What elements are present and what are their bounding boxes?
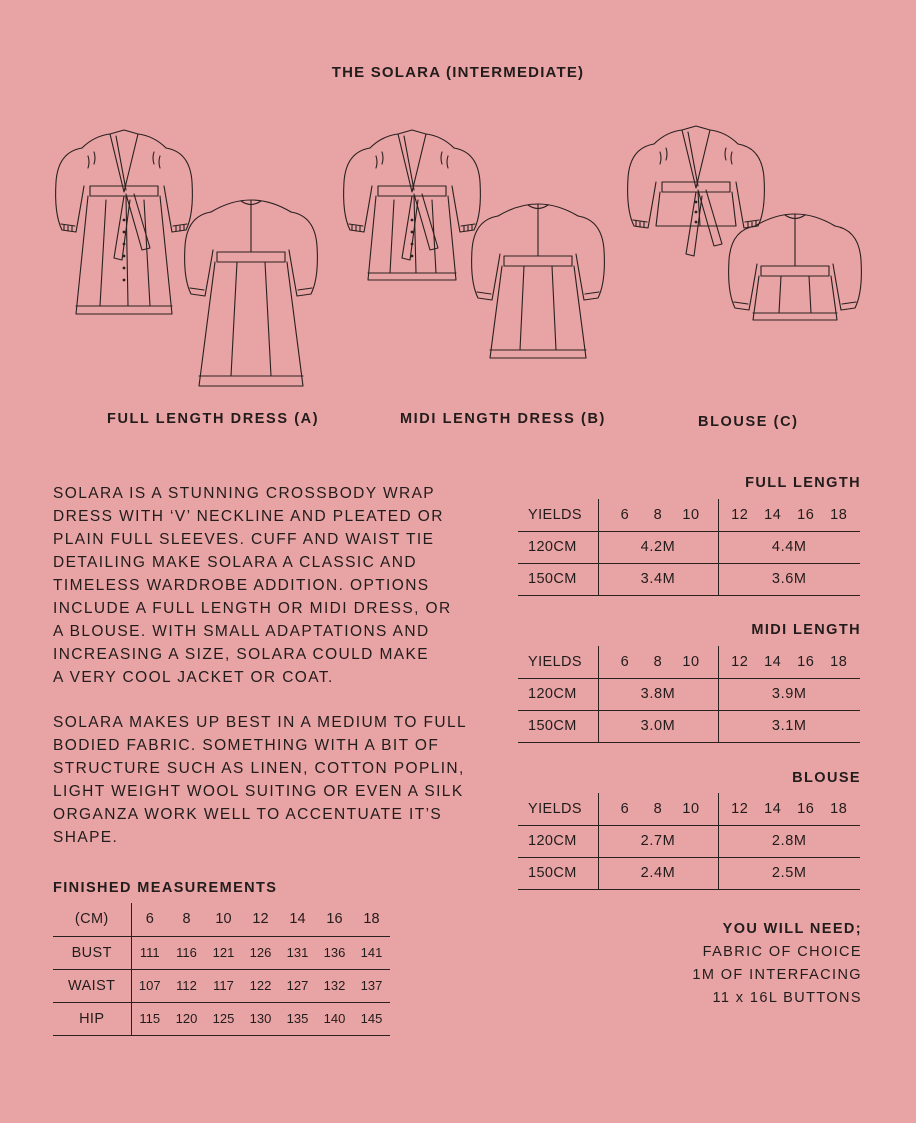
size-cell: 8 [168, 903, 205, 936]
value-cell: 141 [353, 936, 390, 969]
yield-value: 4.4M [718, 531, 860, 563]
fabric-width: 150CM [518, 563, 598, 595]
size-cell: 14 [279, 903, 316, 936]
size-label: 6 [620, 653, 630, 670]
need-item-fabric: FABRIC OF CHOICE [702, 944, 862, 960]
size-label: 16 [797, 653, 815, 670]
table-row [518, 563, 860, 595]
need-item-interfacing: 1M OF INTERFACING [692, 967, 862, 983]
yield-value: 3.8M [598, 678, 718, 710]
value-cell: 116 [168, 936, 205, 969]
yield-value: 3.4M [598, 563, 718, 595]
table-row [518, 710, 860, 742]
size-label: 10 [682, 653, 700, 670]
description-paragraph-1: SOLARA IS A STUNNING CROSSBODY WRAP DRESS WITH ‘V’ NECKLINE AND PLEATED OR PLAIN FULL SLEEVES. CUFF AND WAIST TIE DETAILING MAKE SOLARA A CLASSIC AND TIMELESS WARDROBE ADDITION. OPTIONS INCLUDE A FULL LENGTH OR MIDI DRESS, OR A BLOUSE. WITH SMALL ADAPTATIONS AND INCREASING A SIZE, SOLARA COULD MAKE A VERY COOL JACKET OR COAT. [53, 485, 452, 686]
table-row [518, 857, 860, 889]
caption-midi-length-dress: MIDI LENGTH DRESS (B) [400, 411, 606, 427]
size-label: 14 [764, 653, 782, 670]
need-item-buttons: 11 x 16L BUTTONS [712, 990, 862, 1006]
fabric-width: 120CM [518, 825, 598, 857]
table-row [518, 646, 860, 678]
table-row [518, 531, 860, 563]
value-cell: 131 [279, 936, 316, 969]
table-row [53, 969, 390, 1002]
size-label: 12 [731, 653, 749, 670]
size-label: 14 [764, 800, 782, 817]
value-cell: 117 [205, 969, 242, 1002]
size-label: 18 [830, 653, 848, 670]
size-group-a [598, 793, 718, 825]
value-cell: 120 [168, 1002, 205, 1035]
value-cell: 130 [242, 1002, 279, 1035]
yield-table-midi-length [518, 646, 860, 743]
value-cell: 115 [131, 1002, 168, 1035]
value-cell: 125 [205, 1002, 242, 1035]
table-row [518, 825, 860, 857]
size-label: 16 [797, 800, 815, 817]
size-cell: 16 [316, 903, 353, 936]
size-label: 18 [830, 800, 848, 817]
fabric-width: 120CM [518, 531, 598, 563]
caption-full-length-dress: FULL LENGTH DRESS (A) [107, 411, 320, 427]
value-cell: 126 [242, 936, 279, 969]
measurements-table [53, 903, 390, 1036]
size-label: 6 [620, 800, 630, 817]
value-cell: 140 [316, 1002, 353, 1035]
yield-value: 2.4M [598, 857, 718, 889]
table-row [53, 936, 390, 969]
size-label: 8 [653, 506, 663, 523]
yield-value: 3.6M [718, 563, 860, 595]
value-cell: 135 [279, 1002, 316, 1035]
yield-value: 2.5M [718, 857, 860, 889]
yield-value: 4.2M [598, 531, 718, 563]
fabric-width: 150CM [518, 710, 598, 742]
yield-value: 2.7M [598, 825, 718, 857]
value-cell: 132 [316, 969, 353, 1002]
yield-value: 3.0M [598, 710, 718, 742]
table-row [518, 499, 860, 531]
size-label: 10 [682, 506, 700, 523]
description-paragraph-2: SOLARA MAKES UP BEST IN A MEDIUM TO FULL BODIED FABRIC. SOMETHING WITH A BIT OF STRUCTURE SUCH AS LINEN, COTTON POPLIN, LIGHT WEIGHT WOOL SUITING OR EVEN A SILK ORGANZA WORK WELL TO ACCENTUATE IT’S SHAPE. [53, 714, 468, 846]
size-group-a [598, 646, 718, 678]
you-will-need [692, 918, 862, 1010]
garment-sketches [0, 100, 916, 400]
yields-label: YIELDS [518, 646, 598, 678]
yield-value: 3.9M [718, 678, 860, 710]
size-label: 10 [682, 800, 700, 817]
yield-value: 2.8M [718, 825, 860, 857]
description [53, 482, 473, 849]
value-cell: 121 [205, 936, 242, 969]
size-cell: 6 [131, 903, 168, 936]
value-cell: 107 [131, 969, 168, 1002]
size-label: 18 [830, 506, 848, 523]
yield-value: 3.1M [718, 710, 860, 742]
measurements-unit-label: (CM) [53, 903, 131, 936]
size-label: 6 [620, 506, 630, 523]
size-group-b [718, 646, 860, 678]
size-label: 14 [764, 506, 782, 523]
value-cell: 145 [353, 1002, 390, 1035]
measurements-heading: FINISHED MEASUREMENTS [53, 880, 278, 896]
size-group-a [598, 499, 718, 531]
yields-label: YIELDS [518, 499, 598, 531]
value-cell: 111 [131, 936, 168, 969]
size-group-b [718, 793, 860, 825]
size-cell: 12 [242, 903, 279, 936]
fabric-width: 150CM [518, 857, 598, 889]
yields-label: YIELDS [518, 793, 598, 825]
size-label: 8 [653, 653, 663, 670]
value-cell: 122 [242, 969, 279, 1002]
fabric-width: 120CM [518, 678, 598, 710]
pattern-title: THE SOLARA (INTERMEDIATE) [331, 64, 585, 81]
value-cell: 136 [316, 936, 353, 969]
size-label: 8 [653, 800, 663, 817]
size-label: 12 [731, 800, 749, 817]
value-cell: 127 [279, 969, 316, 1002]
row-label-waist: WAIST [53, 969, 131, 1002]
row-label-bust: BUST [53, 936, 131, 969]
size-cell: 10 [205, 903, 242, 936]
yield-table-full-length [518, 499, 860, 596]
yield-heading-midi-length: MIDI LENGTH [751, 622, 861, 638]
table-row [53, 903, 390, 936]
size-label: 12 [731, 506, 749, 523]
value-cell: 112 [168, 969, 205, 1002]
row-label-hip: HIP [53, 1002, 131, 1035]
table-row [518, 678, 860, 710]
size-label: 16 [797, 506, 815, 523]
size-cell: 18 [353, 903, 390, 936]
yield-heading-full-length: FULL LENGTH [745, 475, 861, 491]
value-cell: 137 [353, 969, 390, 1002]
caption-blouse: BLOUSE (C) [698, 414, 799, 430]
table-row [53, 1002, 390, 1035]
you-will-need-heading: YOU WILL NEED; [722, 921, 862, 937]
table-row [518, 793, 860, 825]
yield-heading-blouse: BLOUSE [792, 770, 861, 786]
yield-table-blouse [518, 793, 860, 890]
size-group-b [718, 499, 860, 531]
